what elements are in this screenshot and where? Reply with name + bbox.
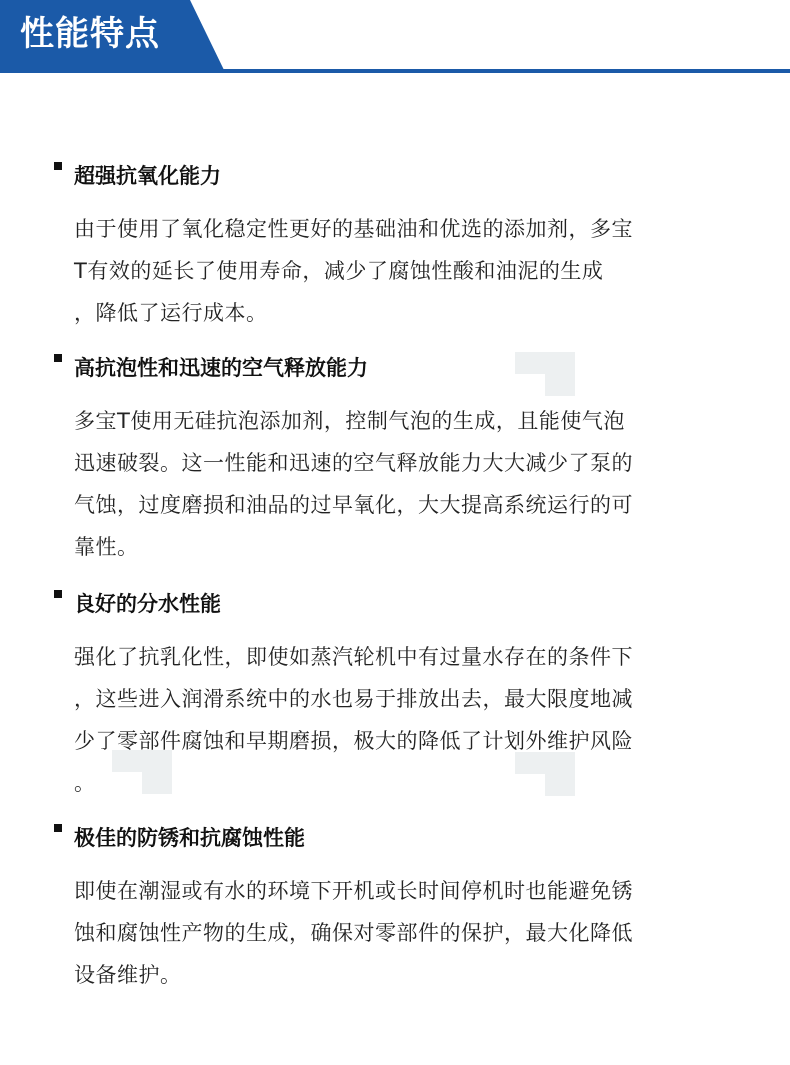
feature-heading	[54, 352, 368, 384]
feature-heading	[54, 588, 221, 620]
description-line: 少了零部件腐蚀和早期磨损，极大的降低了计划外维护风险	[74, 729, 633, 753]
description-line: 设备维护。	[74, 963, 182, 987]
feature-title: 良好的分水性能	[74, 592, 221, 616]
feature-description	[74, 400, 734, 568]
feature-title: 极佳的防锈和抗腐蚀性能	[74, 826, 305, 850]
description-line: T有效的延长了使用寿命，减少了腐蚀性酸和油泥的生成	[74, 259, 604, 283]
feature-heading	[54, 822, 305, 854]
feature-heading	[54, 160, 221, 192]
square-bullet-icon	[54, 824, 62, 832]
description-line: 蚀和腐蚀性产物的生成，确保对零部件的保护，最大化降低	[74, 921, 633, 945]
square-bullet-icon	[54, 162, 62, 170]
page-title: 性能特点	[20, 14, 160, 54]
description-line: 气蚀，过度磨损和油品的过早氧化，大大提高系统运行的可	[74, 493, 633, 517]
description-line: 多宝T使用无硅抗泡添加剂，控制气泡的生成，且能使气泡	[74, 409, 625, 433]
square-bullet-icon	[54, 354, 62, 362]
description-line: 。	[74, 771, 96, 795]
feature-description	[74, 870, 734, 996]
square-bullet-icon	[54, 590, 62, 598]
description-line: ，这些进入润滑系统中的水也易于排放出去，最大限度地减	[74, 687, 633, 711]
feature-description	[74, 636, 734, 804]
description-line: 由于使用了氧化稳定性更好的基础油和优选的添加剂，多宝	[74, 217, 633, 241]
description-line: ，降低了运行成本。	[74, 301, 268, 325]
description-line: 靠性。	[74, 535, 139, 559]
feature-title: 超强抗氧化能力	[74, 164, 221, 188]
feature-description	[74, 208, 734, 334]
description-line: 强化了抗乳化性，即使如蒸汽轮机中有过量水存在的条件下	[74, 645, 633, 669]
description-line: 迅速破裂。这一性能和迅速的空气释放能力大大减少了泵的	[74, 451, 633, 475]
description-line: 即使在潮湿或有水的环境下开机或长时间停机时也能避免锈	[74, 879, 633, 903]
feature-title: 高抗泡性和迅速的空气释放能力	[74, 356, 368, 380]
